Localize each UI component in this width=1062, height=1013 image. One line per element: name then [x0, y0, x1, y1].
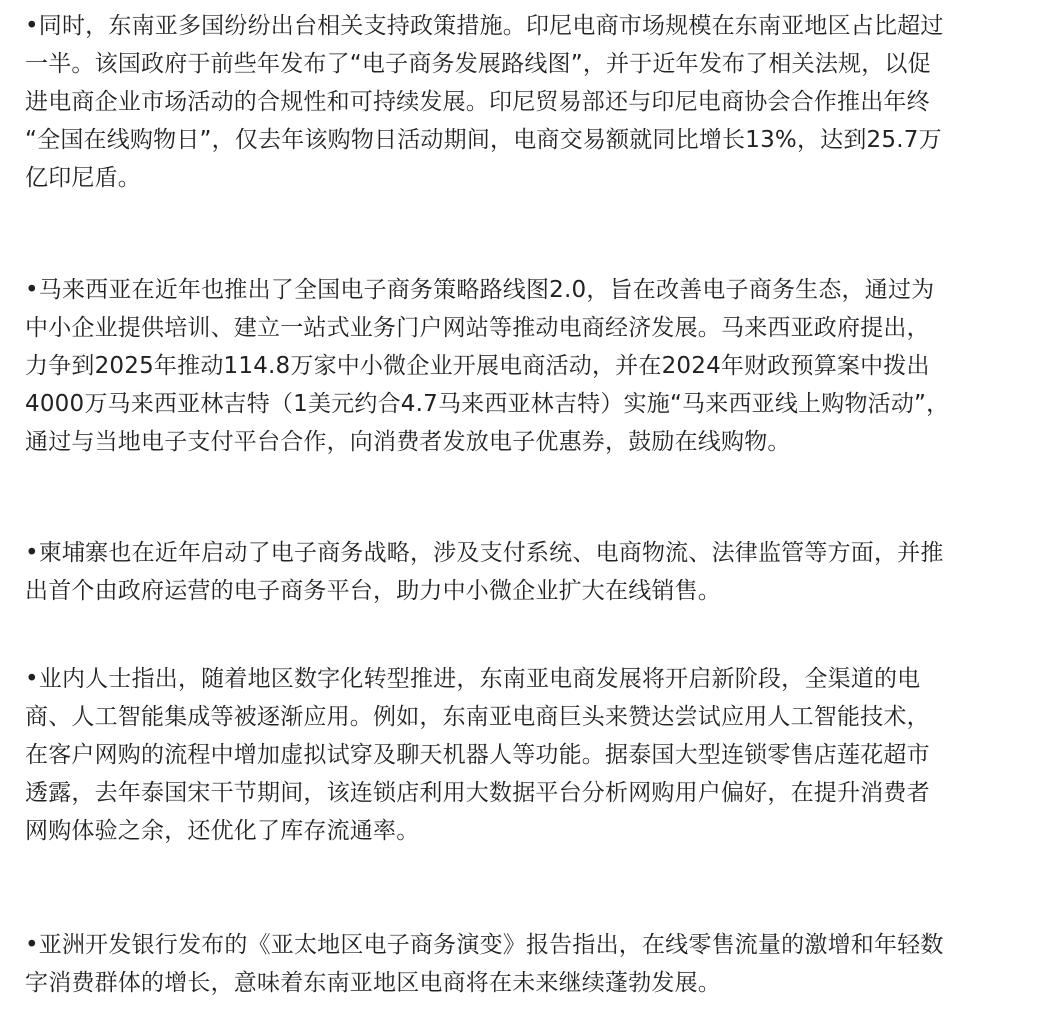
text-line: 4000万马来西亚林吉特（1美元约合4.7马来西亚林吉特）实施“马来西亚线上购物活动”，	[25, 391, 950, 417]
text-line: 网购体验之余，还优化了库存流通率。	[25, 818, 420, 844]
text-line: •业内人士指出，随着地区数字化转型推进，东南亚电商发展将开启新阶段，全渠道的电	[25, 666, 921, 692]
text-line: 亿印尼盾。	[25, 165, 141, 191]
text-line: •马来西亚在近年也推出了全国电子商务策略路线图2.0，旨在改善电子商务生态，通过为	[25, 277, 935, 303]
paragraph-adb-report	[25, 926, 1045, 1002]
text-line: “全国在线购物日”，仅去年该购物日活动期间，电商交易额就同比增长13%，达到25.7万	[25, 127, 942, 153]
text-line: •柬埔寨也在近年启动了电子商务战略，涉及支付系统、电商物流、法律监管等方面，并推	[25, 540, 944, 566]
paragraph-indonesia	[25, 7, 1045, 197]
text-line: •亚洲开发银行发布的《亚太地区电子商务演变》报告指出，在线零售流量的激增和年轻数	[25, 932, 944, 958]
text-line: 力争到2025年推动114.8万家中小微企业开展电商活动，并在2024年财政预算案中拨出	[25, 353, 930, 379]
text-line: 商、人工智能集成等被逐渐应用。例如，东南亚电商巨头来赞达尝试应用人工智能技术，	[25, 704, 930, 730]
text-line: 出首个由政府运营的电子商务平台，助力中小微企业扩大在线销售。	[25, 578, 721, 604]
text-line: 字消费群体的增长，意味着东南亚地区电商将在未来继续蓬勃发展。	[25, 970, 721, 996]
paragraph-cambodia	[25, 534, 1045, 610]
text-line: 通过与当地电子支付平台合作，向消费者发放电子优惠券，鼓励在线购物。	[25, 429, 791, 455]
paragraph-malaysia	[25, 271, 1045, 461]
text-line: 在客户网购的流程中增加虚拟试穿及聊天机器人等功能。据泰国大型连锁零售店莲花超市	[25, 742, 930, 768]
text-line: 进电商企业市场活动的合规性和可持续发展。印尼贸易部还与印尼电商协会合作推出年终	[25, 89, 930, 115]
text-line: 中小企业提供培训、建立一站式业务门户网站等推动电商经济发展。马来西亚政府提出，	[25, 315, 930, 341]
text-line: •同时，东南亚多国纷纷出台相关支持政策措施。印尼电商市场规模在东南亚地区占比超过	[25, 13, 944, 39]
paragraph-industry-insiders	[25, 660, 1045, 850]
text-line: 一半。该国政府于前些年发布了“电子商务发展路线图”，并于近年发布了相关法规，以促	[25, 51, 931, 77]
text-line: 透露，去年泰国宋干节期间，该连锁店利用大数据平台分析网购用户偏好，在提升消费者	[25, 780, 930, 806]
